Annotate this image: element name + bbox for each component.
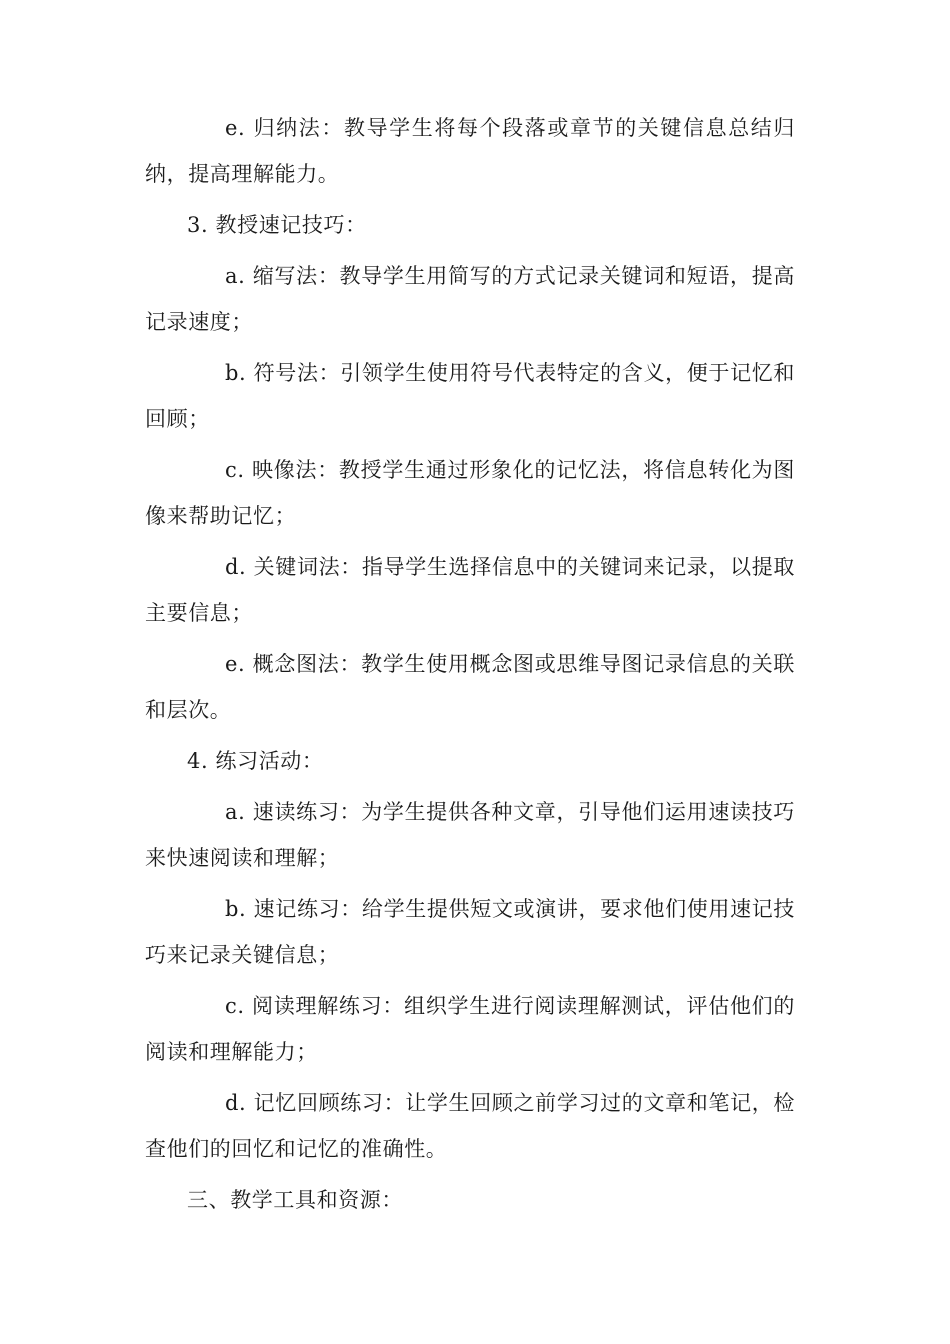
section-heading-tools-resources: 三、教学工具和资源： [187,1188,403,1212]
paragraph-c-imagery: c. 映像法：教授学生通过形象化的记忆法，将信息转化为图像来帮助记忆； [145,458,795,528]
paragraph-d-memory-review: d. 记忆回顾练习：让学生回顾之前学习过的文章和笔记，检查他们的回忆和记忆的准确性。 [145,1091,795,1161]
paragraph-e-concept-map: e. 概念图法：教学生使用概念图或思维导图记录信息的关联和层次。 [145,652,795,722]
paragraph-d-keywords: d. 关键词法：指导学生选择信息中的关键词来记录，以提取主要信息； [145,555,795,625]
paragraph-c-comprehension: c. 阅读理解练习：组织学生进行阅读理解测试，评估他们的阅读和理解能力； [145,994,795,1064]
paragraph-a-speed-reading: a. 速读练习：为学生提供各种文章，引导他们运用速读技巧来快速阅读和理解； [145,800,795,870]
paragraph-b-symbols: b. 符号法：引领学生使用符号代表特定的含义，便于记忆和回顾； [145,361,795,431]
paragraph-b-shorthand-practice: b. 速记练习：给学生提供短文或演讲，要求他们使用速记技巧来记录关键信息； [145,897,795,967]
paragraph-a-abbreviation: a. 缩写法：教导学生用简写的方式记录关键词和短语，提高记录速度； [145,264,795,334]
heading-practice-activities: 4. 练习活动： [187,749,324,773]
heading-shorthand-skills: 3. 教授速记技巧： [187,213,367,237]
document-body [145,105,795,1228]
paragraph-e-induction: e. 归纳法：教导学生将每个段落或章节的关键信息总结归纳，提高理解能力。 [145,116,795,186]
